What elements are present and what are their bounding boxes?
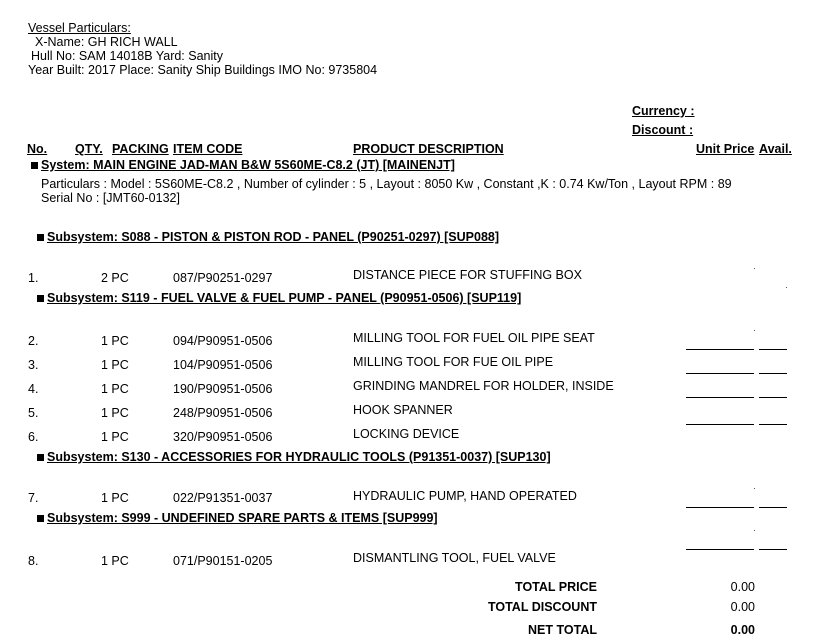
item-code: 320/P90951-0506 (173, 430, 273, 444)
item-qty: 1 PC (101, 334, 129, 348)
subsystem-bullet (37, 454, 44, 461)
item-qty: 2 PC (101, 271, 129, 285)
subsystem-title: Subsystem: S119 - FUEL VALVE & FUEL PUMP - PANEL (P90951-0506) [SUP119] (47, 291, 522, 305)
vessel-heading: Vessel Particulars: (28, 21, 131, 35)
unit-price-field-line[interactable] (686, 507, 754, 508)
item-code: 094/P90951-0506 (173, 334, 273, 348)
item-code: 022/P91351-0037 (173, 491, 273, 505)
system-particulars: Particulars : Model : 5S60ME-C8.2 , Number of cylinder : 5 , Layout : 8050 Kw , Constant ,K : 0.74 Kw/Ton , Layout RPM : 89 (41, 177, 732, 191)
avail-field-line[interactable] (759, 424, 787, 425)
col-qty: QTY. (75, 142, 103, 156)
item-description: GRINDING MANDREL FOR HOLDER, INSIDE (353, 379, 614, 393)
item-description: DISMANTLING TOOL, FUEL VALVE (353, 551, 556, 565)
item-code: 248/P90951-0506 (173, 406, 273, 420)
system-title: System: MAIN ENGINE JAD-MAN B&W 5S60ME-C8.2 (JT) [MAINENJT] (41, 158, 455, 172)
avail-field-line[interactable] (759, 349, 787, 350)
avail-field-line[interactable] (759, 549, 787, 550)
vessel-name: X-Name: GH RICH WALL (35, 35, 178, 49)
item-no: 4. (28, 382, 39, 396)
item-no: 7. (28, 491, 39, 505)
item-description: MILLING TOOL FOR FUE OIL PIPE (353, 355, 554, 369)
unit-price-field-line[interactable] (686, 549, 754, 550)
subsystem-bullet (37, 295, 44, 302)
system-serial: Serial No : [JMT60-0132] (41, 191, 180, 205)
item-description: MILLING TOOL FOR FUEL OIL PIPE SEAT (353, 331, 595, 345)
system-bullet (31, 162, 38, 169)
total-price-value: 0.00 (730, 580, 755, 594)
col-no: No. (27, 142, 48, 156)
item-no: 5. (28, 406, 39, 420)
total-price-label: TOTAL PRICE (515, 580, 597, 594)
price-placeholder-mark (754, 530, 755, 531)
item-description: HOOK SPANNER (353, 403, 453, 417)
unit-price-field-line[interactable] (686, 397, 754, 398)
item-code: 190/P90951-0506 (173, 382, 273, 396)
col-item-code: ITEM CODE (173, 142, 243, 156)
subsystem-title: Subsystem: S999 - UNDEFINED SPARE PARTS & ITEMS [SUP999] (47, 511, 438, 525)
subsystem-bullet (37, 515, 44, 522)
col-avail: Avail. (759, 142, 792, 156)
item-qty: 1 PC (101, 406, 129, 420)
subsystem-title: Subsystem: S130 - ACCESSORIES FOR HYDRAULIC TOOLS (P91351-0037) [SUP130] (47, 450, 551, 464)
item-description: LOCKING DEVICE (353, 427, 460, 441)
item-no: 2. (28, 334, 39, 348)
item-code: 087/P90251-0297 (173, 271, 273, 285)
total-discount-label: TOTAL DISCOUNT (487, 600, 597, 614)
net-total-label: NET TOTAL (528, 623, 597, 637)
item-description: DISTANCE PIECE FOR STUFFING BOX (353, 268, 582, 282)
price-placeholder-mark (754, 488, 755, 489)
unit-price-field-line[interactable] (686, 373, 754, 374)
avail-field-line[interactable] (759, 373, 787, 374)
item-code: 071/P90151-0205 (173, 554, 273, 568)
col-packing: PACKING (112, 142, 169, 156)
price-placeholder-mark (754, 330, 755, 331)
avail-field-line[interactable] (759, 507, 787, 508)
item-description: HYDRAULIC PUMP, HAND OPERATED (353, 489, 577, 503)
net-total-value: 0.00 (730, 623, 755, 637)
avail-placeholder-mark (786, 287, 787, 288)
item-qty: 1 PC (101, 554, 129, 568)
vessel-year-place: Year Built: 2017 Place: Sanity Ship Buildings IMO No: 9735804 (28, 63, 378, 77)
subsystem-bullet (37, 234, 44, 241)
item-no: 1. (28, 271, 39, 285)
col-description: PRODUCT DESCRIPTION (353, 142, 504, 156)
vessel-hull-yard: Hull No: SAM 14018B Yard: Sanity (31, 49, 223, 63)
col-unit-price: Unit Price (696, 142, 755, 156)
item-qty: 1 PC (101, 358, 129, 372)
item-qty: 1 PC (101, 491, 129, 505)
total-discount-value: 0.00 (730, 600, 755, 614)
subsystem-title: Subsystem: S088 - PISTON & PISTON ROD - PANEL (P90251-0297) [SUP088] (47, 230, 500, 244)
item-qty: 1 PC (101, 382, 129, 396)
currency-label: Currency : (632, 104, 695, 118)
unit-price-field-line[interactable] (686, 424, 754, 425)
discount-label: Discount : (632, 123, 694, 137)
item-no: 8. (28, 554, 39, 568)
item-no: 6. (28, 430, 39, 444)
price-placeholder-mark (754, 268, 755, 269)
item-no: 3. (28, 358, 39, 372)
unit-price-field-line[interactable] (686, 349, 754, 350)
avail-field-line[interactable] (759, 397, 787, 398)
item-qty: 1 PC (101, 430, 129, 444)
item-code: 104/P90951-0506 (173, 358, 273, 372)
